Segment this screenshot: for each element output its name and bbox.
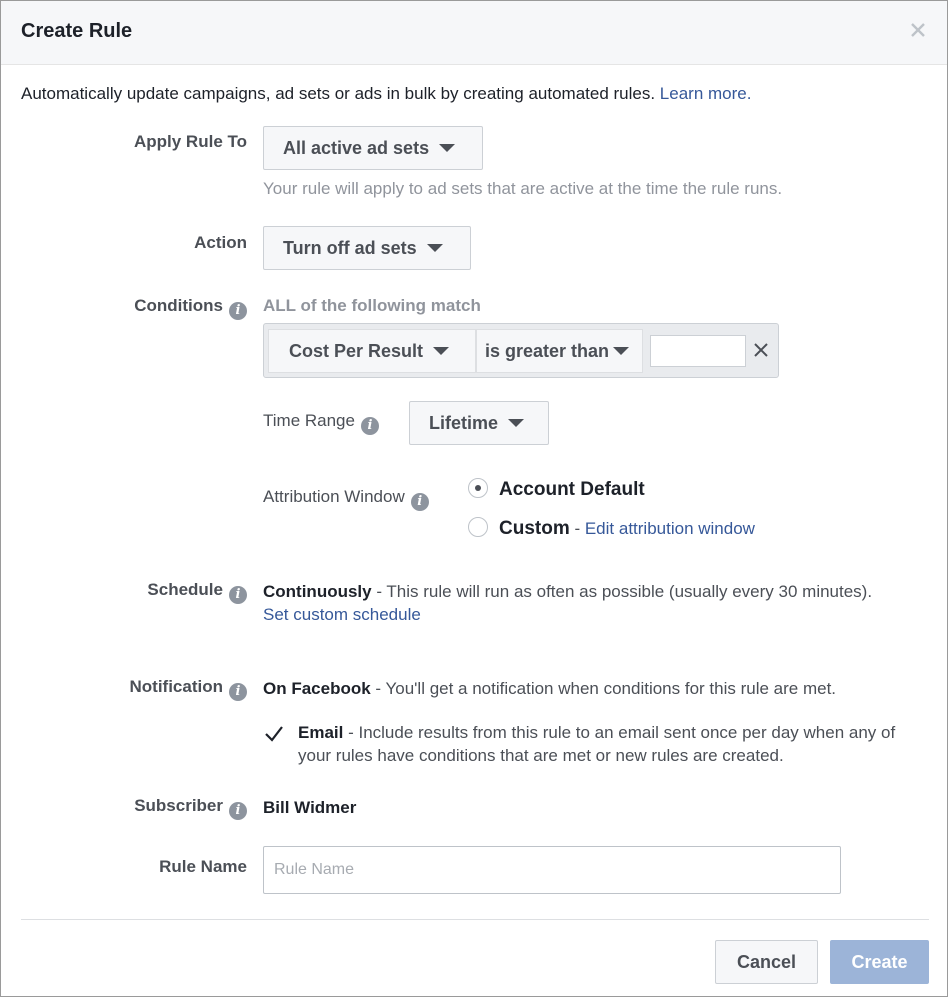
condition-metric-dropdown[interactable] <box>268 329 476 373</box>
close-icon[interactable] <box>907 19 929 41</box>
account-default-label: Account Default <box>499 479 645 500</box>
conditions-label-text: Conditions <box>134 296 223 315</box>
attribution-window-label-text: Attribution Window <box>263 487 405 506</box>
learn-more-link[interactable]: Learn more. <box>659 84 752 103</box>
conditions-match-text: ALL of the following match <box>263 296 481 315</box>
action-value: Turn off ad sets <box>283 237 417 258</box>
custom-label: Custom <box>499 518 570 539</box>
email-checkbox[interactable] <box>263 723 285 745</box>
time-range-label <box>263 411 379 435</box>
caret-down-icon <box>439 144 455 152</box>
subscriber-label-text: Subscriber <box>134 796 223 815</box>
action-dropdown[interactable] <box>263 226 471 270</box>
condition-operator-dropdown[interactable] <box>476 329 643 373</box>
intro-description: Automatically update campaigns, ad sets or ads in bulk by creating automated rules. <box>21 84 660 103</box>
custom-separator: - <box>569 519 585 538</box>
schedule-label <box>1 580 247 604</box>
remove-condition-icon[interactable] <box>752 341 770 359</box>
notification-text: - You'll get a notification when conditions for this rule are met. <box>370 679 837 698</box>
condition-value-input[interactable] <box>650 335 746 367</box>
time-range-dropdown[interactable] <box>409 401 549 445</box>
info-icon[interactable]: i <box>411 493 429 511</box>
apply-rule-to-label: Apply Rule To <box>133 132 247 151</box>
schedule-description <box>263 580 883 626</box>
apply-rule-to-help: Your rule will apply to ad sets that are active at the time the rule runs. <box>263 179 783 198</box>
cancel-button[interactable]: Cancel <box>715 940 818 984</box>
account-default-radio[interactable] <box>468 478 488 498</box>
footer-divider <box>21 919 929 920</box>
email-label: Email <box>298 723 344 742</box>
notification-description <box>263 677 923 700</box>
time-range-label-text: Time Range <box>263 411 355 430</box>
condition-row <box>263 323 779 378</box>
conditions-label <box>1 296 247 320</box>
rule-name-input[interactable] <box>263 846 841 894</box>
info-icon[interactable]: i <box>361 417 379 435</box>
custom-radio[interactable] <box>468 517 488 537</box>
schedule-label-text: Schedule <box>147 580 223 599</box>
dialog-title: Create Rule <box>21 20 133 42</box>
info-icon[interactable]: i <box>229 683 247 701</box>
apply-rule-to-value: All active ad sets <box>283 137 430 158</box>
condition-metric-value: Cost Per Result <box>289 340 424 361</box>
custom-option <box>499 518 755 540</box>
edit-attribution-window-link[interactable]: Edit attribution window <box>584 519 755 538</box>
caret-down-icon <box>613 347 629 355</box>
dialog-header <box>1 1 947 65</box>
email-notification-description <box>298 721 918 767</box>
create-button[interactable]: Create <box>830 940 929 984</box>
notification-label <box>1 677 247 701</box>
action-label: Action <box>194 233 247 252</box>
intro-text <box>21 84 751 104</box>
caret-down-icon <box>508 419 524 427</box>
info-icon[interactable]: i <box>229 302 247 320</box>
subscriber-name: Bill Widmer <box>263 798 357 817</box>
info-icon[interactable]: i <box>229 802 247 820</box>
caret-down-icon <box>427 244 443 252</box>
time-range-value: Lifetime <box>429 412 499 433</box>
notification-channel: On Facebook <box>263 679 371 698</box>
condition-operator-value: is greater than <box>485 340 610 361</box>
subscriber-label <box>1 796 247 820</box>
apply-rule-to-dropdown[interactable] <box>263 126 483 170</box>
notification-label-text: Notification <box>129 677 223 696</box>
info-icon[interactable]: i <box>229 586 247 604</box>
attribution-window-label <box>263 487 429 511</box>
schedule-text: - This rule will run as often as possible (usually every 30 minutes). <box>371 582 873 601</box>
email-text: - Include results from this rule to an email sent once per day when any of your rules have conditions that are met or new rules are created. <box>298 723 896 765</box>
set-custom-schedule-link[interactable]: Set custom schedule <box>263 605 421 624</box>
rule-name-label: Rule Name <box>159 857 247 876</box>
caret-down-icon <box>433 347 449 355</box>
schedule-mode: Continuously <box>263 582 372 601</box>
